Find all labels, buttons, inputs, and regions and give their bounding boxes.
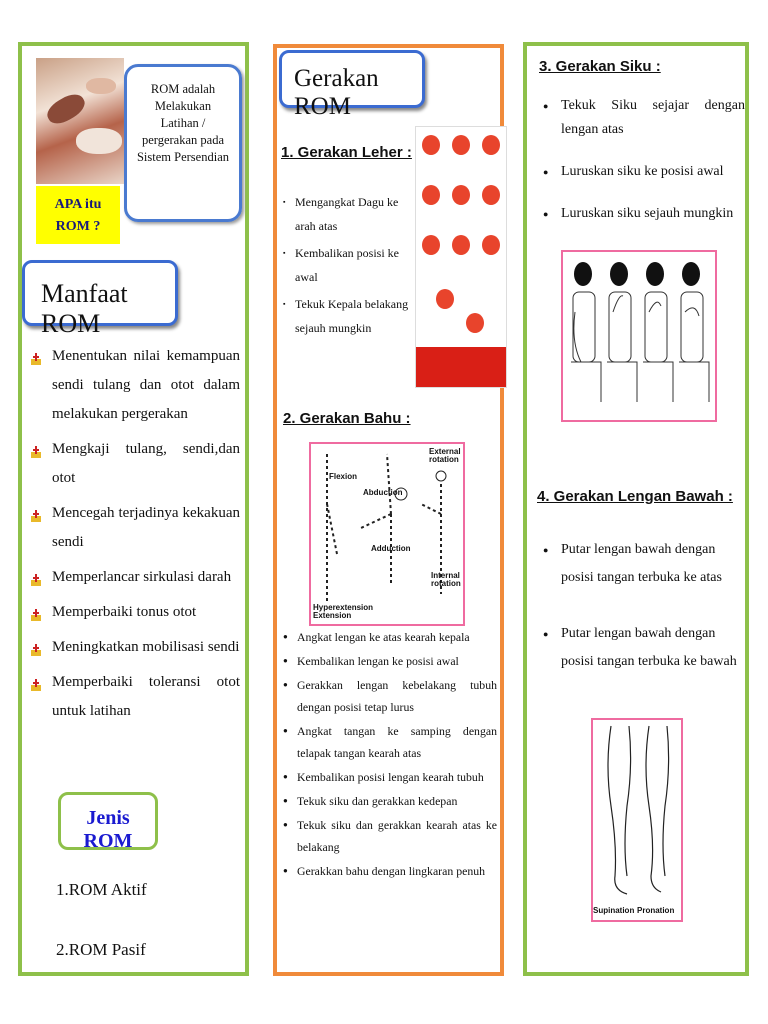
list-item: Mencegah terjadinya kekakuan sendi [30, 499, 240, 557]
list-item: ● Angkat lengan ke atas kearah kepala [281, 626, 497, 648]
flexion-label: Flexion [329, 472, 358, 481]
shoulder-exercise-image [309, 442, 465, 626]
apa-itu-rom-label: APA itu ROM ? [36, 186, 120, 244]
list-item: Mengkaji tulang, sendi,dan otot [30, 435, 240, 493]
siku-list [541, 94, 745, 244]
bullet-icon [30, 674, 42, 687]
panel-left [18, 42, 249, 976]
panel-middle [273, 44, 504, 976]
jenis-rom-title: Jenis ROM [58, 792, 158, 850]
jenis-item-aktif: 1.ROM Aktif [56, 880, 147, 899]
neck-image-caption-bar [416, 347, 506, 387]
list-item: Meningkatkan mobilisasi sendi [30, 633, 240, 662]
manfaat-list [30, 342, 240, 732]
bullet-icon [30, 505, 42, 518]
list-item: ▪ Mengangkat Dagu ke arah atas [283, 190, 413, 238]
adduction-label: Adduction [371, 544, 411, 553]
list-item: ● Luruskan siku ke posisi awal [541, 160, 745, 184]
panel-right [523, 42, 749, 976]
list-item: Memperlancar sirkulasi darah [30, 563, 240, 592]
list-item: ● Kembalikan posisi lengan kearah tubuh [281, 766, 497, 788]
list-item: ● Tekuk siku dan gerakkan kearah atas ke belakang [281, 814, 497, 858]
rom-definition-box: ROM adalah Melakukan Latihan / pergerakan pada Sistem Persendian [124, 64, 242, 222]
list-item: ● Kembalikan lengan ke posisi awal [281, 650, 497, 672]
forearm-drawing [593, 720, 681, 920]
gerakan-lengan-bawah-heading: 4. Gerakan Lengan Bawah : [537, 488, 733, 505]
list-item: ▪ Kembalikan posisi ke awal [283, 241, 413, 289]
list-item: Menentukan nilai kemampuan sendi tulang dan otot dalam melakukan pergerakan [30, 342, 240, 429]
bullet-icon [30, 569, 42, 582]
internal-rotation-label: Internal rotation [431, 571, 461, 588]
elbow-exercise-image [561, 250, 717, 422]
list-item: ● Luruskan siku sejauh mungkin [541, 202, 745, 226]
gerakan-leher-heading: 1. Gerakan Leher : [281, 144, 412, 161]
list-item: ● Gerakkan bahu dengan lingkaran penuh [281, 860, 497, 882]
leher-list [283, 190, 413, 343]
list-item: ● Gerakkan lengan kebelakang tubuh dengan posisi tetap lurus [281, 674, 497, 718]
supination-label: Supination [593, 906, 635, 915]
neck-exercise-image [415, 126, 507, 388]
list-item: ● Tekuk siku dan gerakkan kedepan [281, 790, 497, 812]
bullet-icon [30, 639, 42, 652]
list-item: ● Tekuk Siku sejajar dengan lengan atas [541, 94, 745, 142]
list-item: ● Putar lengan bawah dengan posisi tangan terbuka ke bawah [541, 620, 745, 676]
nurse-photo-image [36, 58, 124, 184]
list-item: Memperbaiki tonus otot [30, 598, 240, 627]
list-item: ● Angkat tangan ke samping dengan telapak tangan kearah atas [281, 720, 497, 764]
forearm-rotation-image [591, 718, 683, 922]
lengan-bawah-list [541, 536, 745, 704]
elbow-figures-drawing [563, 252, 715, 420]
external-rotation-label: External rotation [429, 447, 461, 464]
shoulder-figures-drawing [311, 444, 463, 624]
hyperextension-label: Hyperextension Extension [313, 603, 374, 620]
list-item: ▪ Tekuk Kepala belakang sejauh mungkin [283, 292, 413, 340]
bullet-icon [30, 348, 42, 361]
list-item: ● Putar lengan bawah dengan posisi tangan terbuka ke atas [541, 536, 745, 592]
gerakan-rom-title: Gerakan ROM [279, 50, 425, 108]
bahu-list [281, 626, 497, 884]
gerakan-bahu-heading: 2. Gerakan Bahu : [283, 410, 411, 427]
bullet-icon [30, 441, 42, 454]
bullet-icon [30, 604, 42, 617]
gerakan-siku-heading: 3. Gerakan Siku : [539, 58, 661, 75]
list-item: Memperbaiki toleransi otot untuk latihan [30, 668, 240, 726]
jenis-item-pasif: 2.ROM Pasif [56, 940, 146, 959]
abduction-label: Abduction [363, 488, 403, 497]
pronation-label: Pronation [637, 906, 675, 915]
manfaat-rom-title: Manfaat ROM [22, 260, 178, 326]
